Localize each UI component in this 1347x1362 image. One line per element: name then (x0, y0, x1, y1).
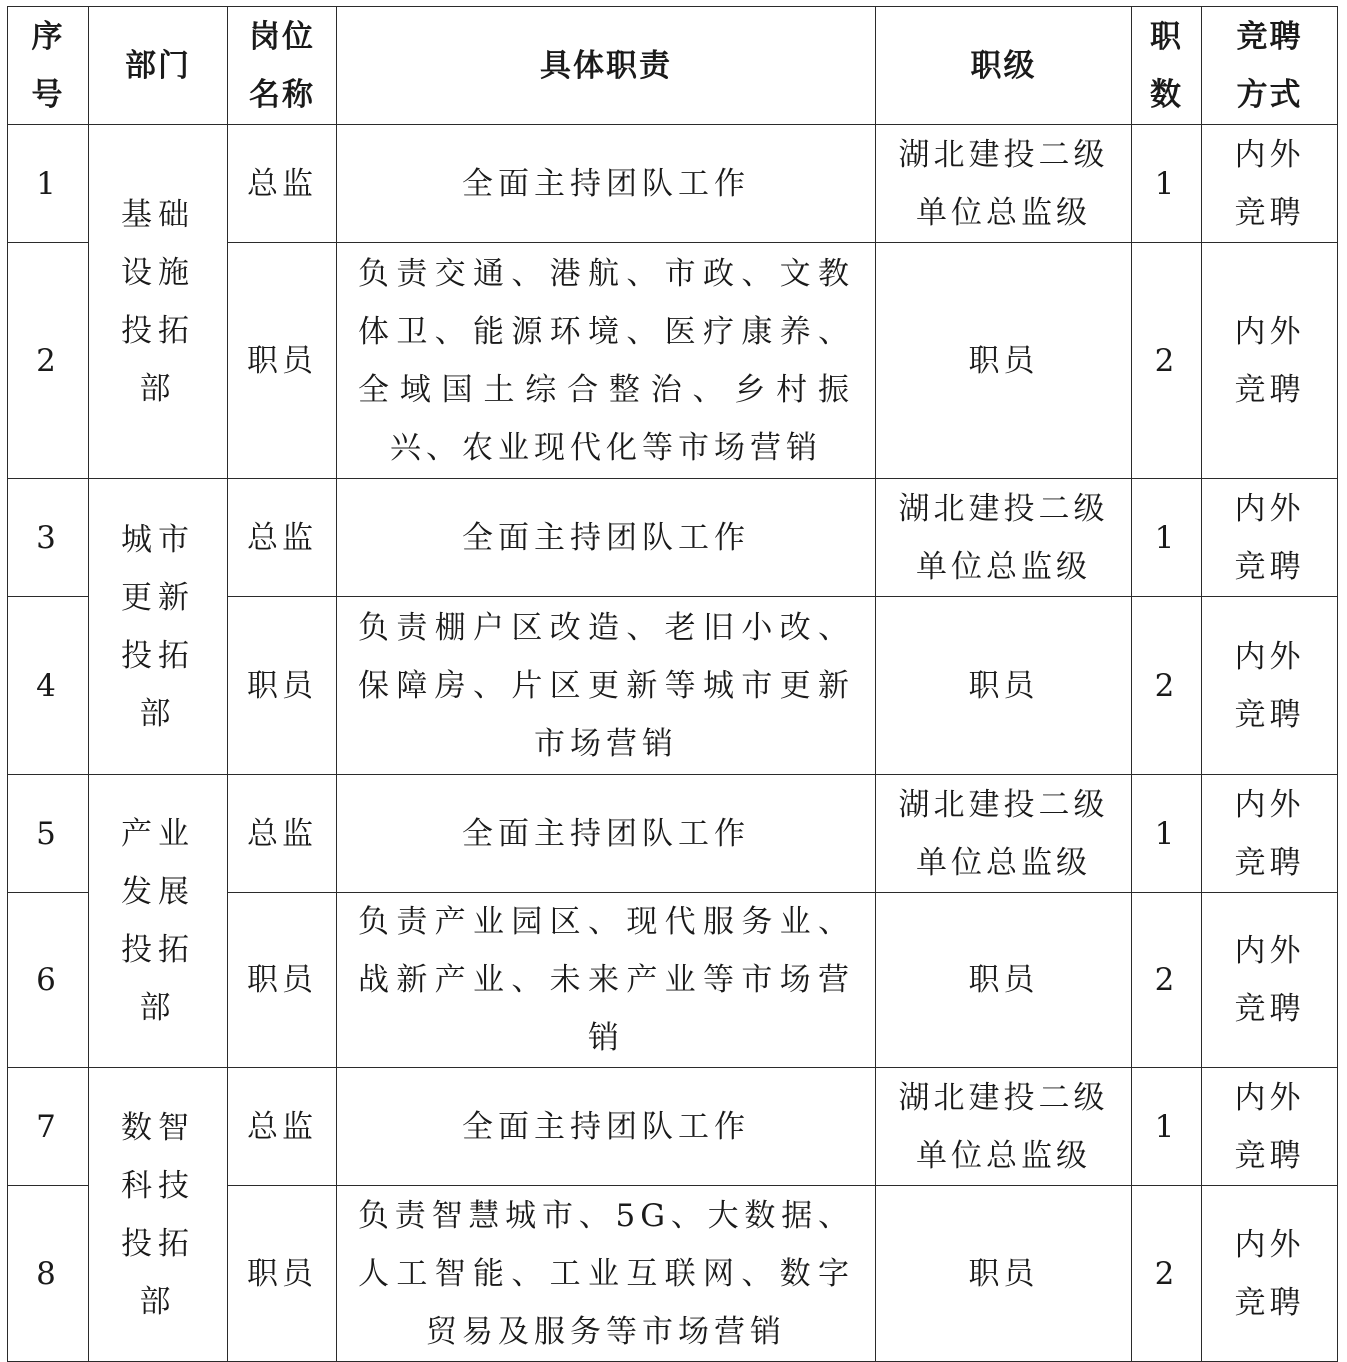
cell-position: 总监 (228, 125, 337, 243)
cell-seq: 6 (8, 893, 89, 1068)
table-row (8, 479, 1338, 597)
cell-dept: 城市更新投拓部 (89, 479, 228, 775)
cell-method: 内外竞聘 (1202, 1068, 1338, 1186)
cell-level: 职员 (876, 243, 1132, 479)
header-position: 岗位名称 (228, 7, 337, 125)
header-method: 竞聘方式 (1202, 7, 1338, 125)
table-row (8, 125, 1338, 243)
header-dept: 部门 (89, 7, 228, 125)
cell-count: 2 (1132, 597, 1202, 775)
cell-position: 职员 (228, 597, 337, 775)
cell-level: 湖北建投二级单位总监级 (876, 479, 1132, 597)
cell-level: 职员 (876, 597, 1132, 775)
cell-position: 职员 (228, 1186, 337, 1362)
cell-method: 内外竞聘 (1202, 125, 1338, 243)
header-row (8, 7, 1338, 125)
cell-count: 2 (1132, 893, 1202, 1068)
cell-duties: 负责产业园区、现代服务业、战新产业、未来产业等市场营销 (337, 893, 876, 1068)
cell-duties: 全面主持团队工作 (337, 125, 876, 243)
cell-level: 湖北建投二级单位总监级 (876, 1068, 1132, 1186)
cell-seq: 3 (8, 479, 89, 597)
cell-count: 1 (1132, 125, 1202, 243)
cell-seq: 7 (8, 1068, 89, 1186)
cell-position: 总监 (228, 775, 337, 893)
cell-duties: 负责智慧城市、5G、大数据、人工智能、工业互联网、数字贸易及服务等市场营销 (337, 1186, 876, 1362)
header-count: 职数 (1132, 7, 1202, 125)
cell-level: 职员 (876, 893, 1132, 1068)
cell-seq: 8 (8, 1186, 89, 1362)
cell-method: 内外竞聘 (1202, 893, 1338, 1068)
cell-duties: 全面主持团队工作 (337, 479, 876, 597)
positions-table (7, 6, 1338, 1362)
cell-count: 2 (1132, 1186, 1202, 1362)
cell-duties: 全面主持团队工作 (337, 775, 876, 893)
header-seq: 序号 (8, 7, 89, 125)
cell-position: 职员 (228, 893, 337, 1068)
cell-seq: 5 (8, 775, 89, 893)
cell-dept: 产业发展投拓部 (89, 775, 228, 1068)
cell-seq: 4 (8, 597, 89, 775)
cell-count: 1 (1132, 1068, 1202, 1186)
cell-seq: 2 (8, 243, 89, 479)
cell-position: 职员 (228, 243, 337, 479)
cell-duties: 全面主持团队工作 (337, 1068, 876, 1186)
cell-duties: 负责棚户区改造、老旧小改、保障房、片区更新等城市更新市场营销 (337, 597, 876, 775)
header-level: 职级 (876, 7, 1132, 125)
cell-dept: 基础设施投拓部 (89, 125, 228, 479)
cell-method: 内外竞聘 (1202, 597, 1338, 775)
cell-method: 内外竞聘 (1202, 479, 1338, 597)
cell-count: 1 (1132, 479, 1202, 597)
cell-count: 1 (1132, 775, 1202, 893)
table-row (8, 775, 1338, 893)
cell-duties: 负责交通、港航、市政、文教体卫、能源环境、医疗康养、全域国土综合整治、乡村振兴、农业现代化等市场营销 (337, 243, 876, 479)
cell-position: 总监 (228, 479, 337, 597)
cell-count: 2 (1132, 243, 1202, 479)
cell-level: 湖北建投二级单位总监级 (876, 125, 1132, 243)
cell-level: 湖北建投二级单位总监级 (876, 775, 1132, 893)
table-row (8, 1068, 1338, 1186)
cell-dept: 数智科技投拓部 (89, 1068, 228, 1362)
cell-seq: 1 (8, 125, 89, 243)
cell-method: 内外竞聘 (1202, 243, 1338, 479)
cell-position: 总监 (228, 1068, 337, 1186)
cell-method: 内外竞聘 (1202, 1186, 1338, 1362)
header-duties: 具体职责 (337, 7, 876, 125)
cell-method: 内外竞聘 (1202, 775, 1338, 893)
cell-level: 职员 (876, 1186, 1132, 1362)
